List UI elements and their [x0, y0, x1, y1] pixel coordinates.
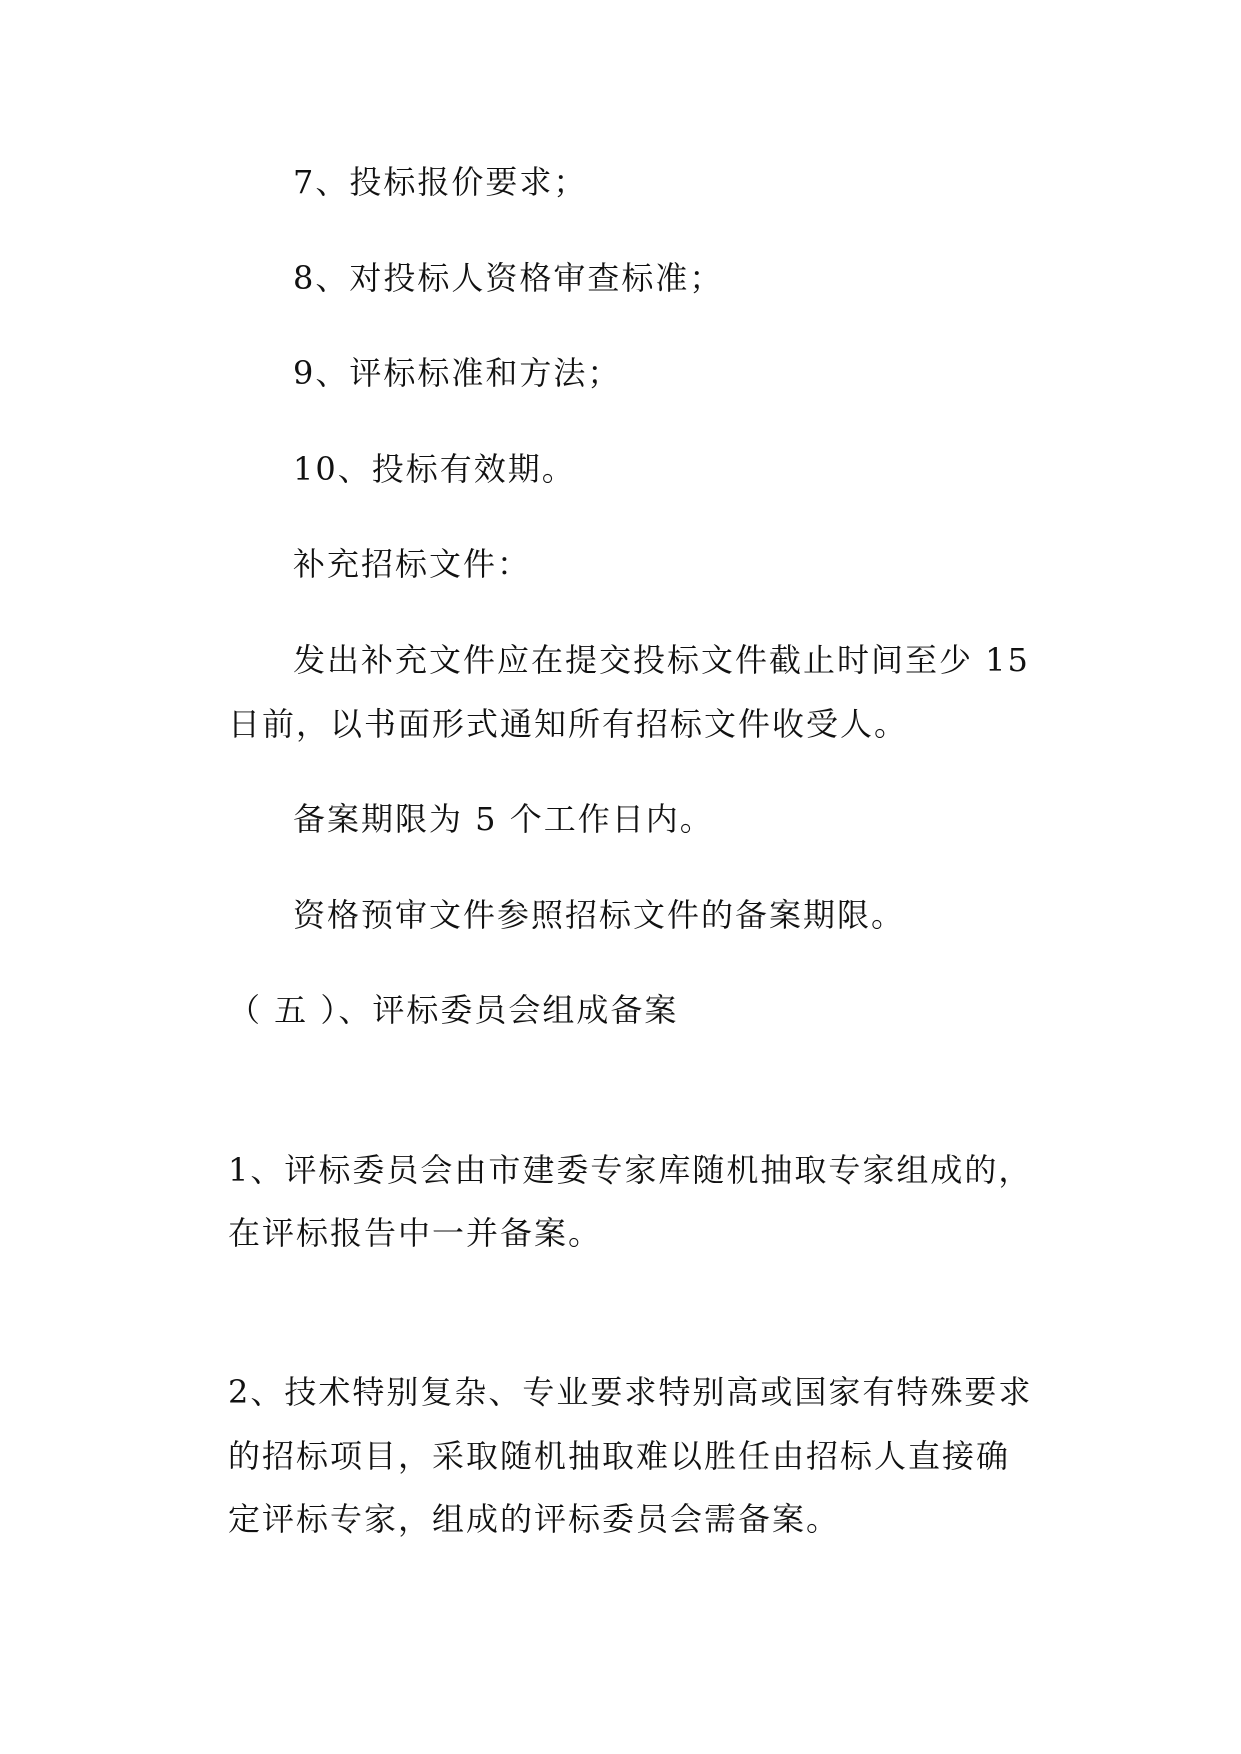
list-item-10: 10、投标有效期。 — [293, 450, 576, 488]
list-item-7: 7、投标报价要求； — [293, 163, 588, 201]
paragraph-line: 发出补充文件应在提交投标文件截止时间至少 15 — [293, 641, 1030, 679]
paragraph-line: 1、评标委员会由市建委专家库随机抽取专家组成的， — [228, 1151, 1033, 1189]
list-item-8: 8、对投标人资格审查标准； — [293, 259, 724, 297]
section-heading: （ 五 ）、评标委员会组成备案 — [228, 991, 679, 1029]
paragraph-line: 备案期限为 5 个工作日内。 — [293, 800, 714, 838]
paragraph-line: 的招标项目，采取随机抽取难以胜任由招标人直接确 — [228, 1437, 1011, 1475]
paragraph-line: 定评标专家，组成的评标委员会需备案。 — [228, 1500, 841, 1538]
paragraph-line: 资格预审文件参照招标文件的备案期限。 — [293, 896, 906, 934]
paragraph-heading: 补充招标文件： — [293, 545, 532, 583]
paragraph-line: 在评标报告中一并备案。 — [228, 1214, 603, 1252]
paragraph-line: 2、技术特别复杂、专业要求特别高或国家有特殊要求 — [228, 1373, 1033, 1411]
list-item-9: 9、评标标准和方法； — [293, 354, 622, 392]
paragraph-line: 日前，以书面形式通知所有招标文件收受人。 — [228, 705, 909, 743]
